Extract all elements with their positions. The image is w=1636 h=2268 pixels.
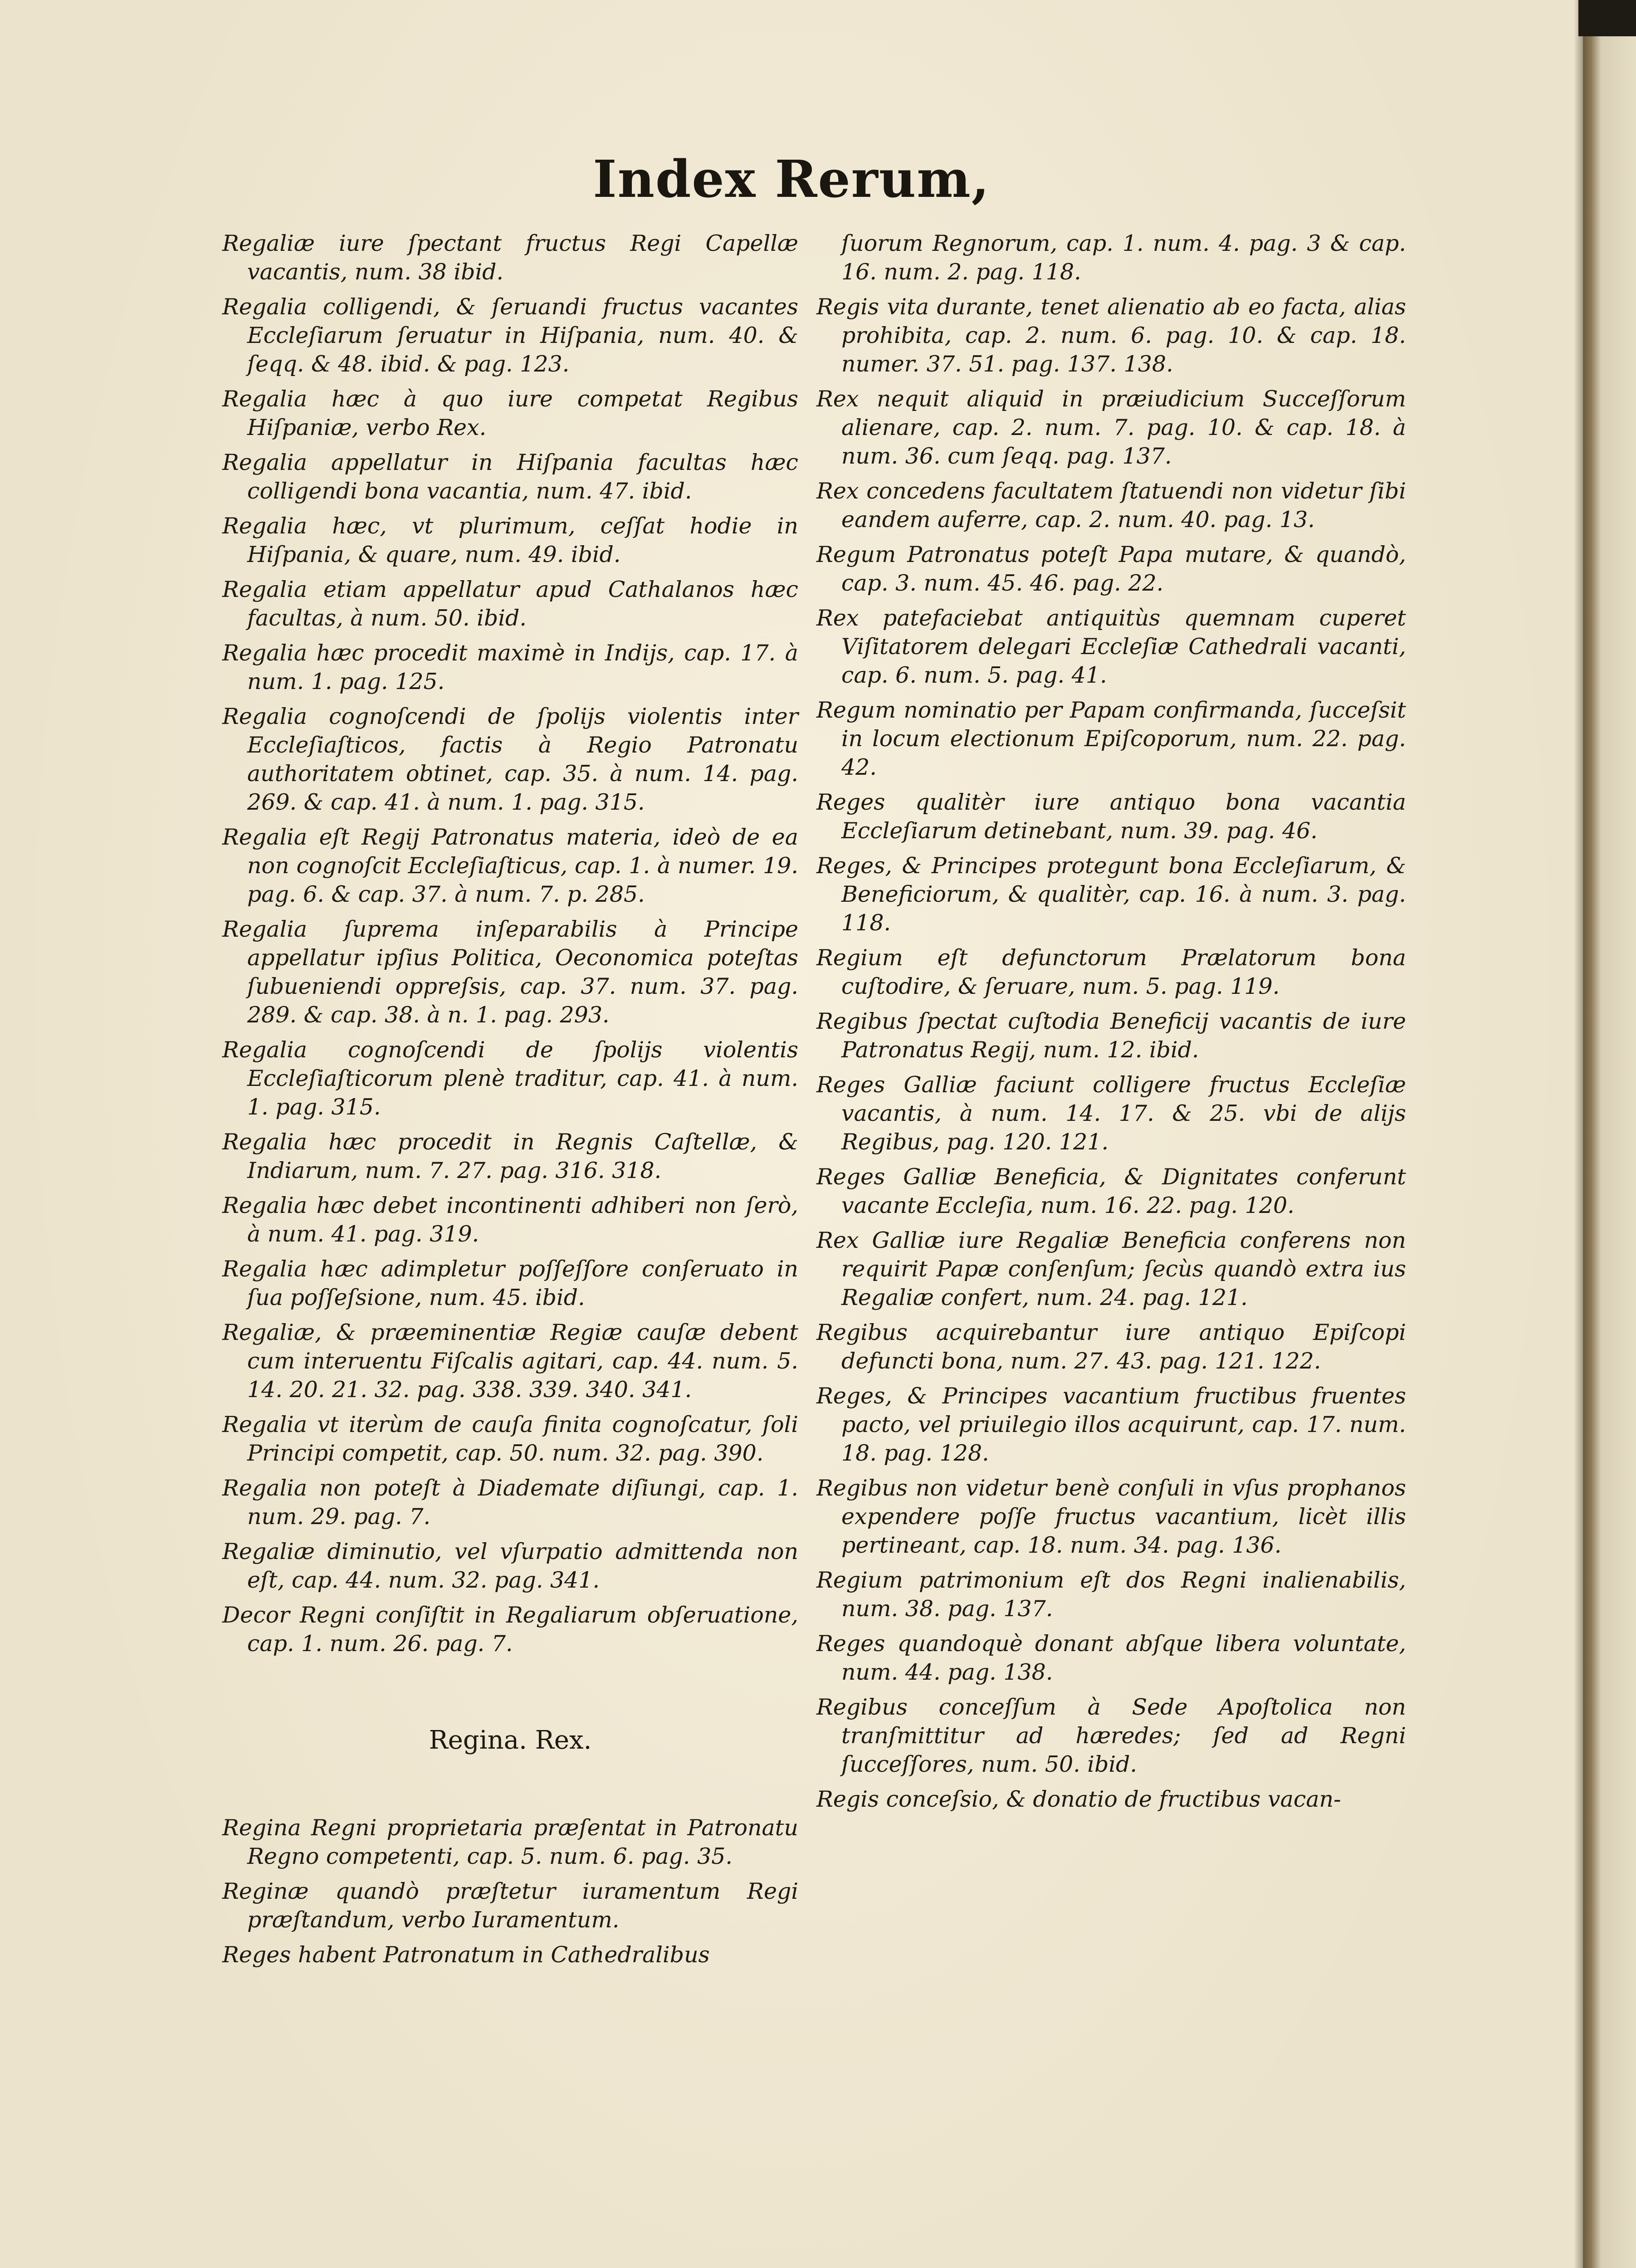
index-entry: Regalia etiam appellatur apud Cathalanos hæc facultas, à num. 50. ibid. (222, 577, 798, 631)
index-entry: Regalia non poteſt à Diademate diſiungi, cap. 1. num. 29. pag. 7. (222, 1475, 798, 1530)
index-entry: Regibus non videtur benè conſuli in vſus prophanos expendere poſſe fructus vacantium, licèt illis pertineant, cap. 18. num. 34. pag. 136. (816, 1475, 1406, 1558)
index-entry: Rex concedens facultatem ſtatuendi non videtur ſibi eandem auferre, cap. 2. num. 40. pag. 13. (816, 478, 1406, 533)
index-entry: Regibus ſpectat cuſtodia Beneficij vacantis de iure Patronatus Regij, num. 12. ibid. (816, 1008, 1406, 1063)
page-edge (1583, 0, 1636, 2268)
index-entry: Regalia appellatur in Hiſpania facultas hæc colligendi bona vacantia, num. 47. ibid. (222, 450, 798, 504)
index-entry: Regalia hæc debet incontinenti adhiberi non ſerò, à num. 41. pag. 319. (222, 1193, 798, 1247)
index-entry: Reges, & Principes vacantium fructibus fruentes pacto, vel priuilegio illos acquirunt, cap. 17. num. 18. pag. 128. (816, 1383, 1406, 1466)
index-entry: Regibus acquirebantur iure antiquo Epiſcopi defuncti bona, num. 27. 43. pag. 121. 122. (816, 1320, 1406, 1374)
index-entry: Regalia hæc, vt plurimum, ceſſat hodie in Hiſpania, & quare, num. 49. ibid. (222, 513, 798, 567)
index-entry: Reginæ quandò præſtetur iuramentum Regi præſtandum, verbo Iuramentum. (222, 1878, 798, 1933)
index-entry: Regalia vt iterùm de cauſa finita cognoſcatur, ſoli Principi competit, cap. 50. num. 32. pag. 390. (222, 1412, 798, 1466)
index-entry: Reges quandoquè donant abſque libera voluntate, num. 44. pag. 138. (816, 1631, 1406, 1685)
index-entry: Regaliæ, & præeminentiæ Regiæ cauſæ debent cum interuentu Fiſcalis agitari, cap. 44. num. 5. 14. 20. 21. 32. pag. 338. 339. 340. 341. (222, 1320, 798, 1403)
left-column (222, 229, 798, 1975)
index-entry: Regalia colligendi, & ſeruandi fructus vacantes Eccleſiarum ſeruatur in Hiſpania, num. 40. & ſeqq. & 48. ibid. & pag. 123. (222, 294, 798, 377)
index-entry: Decor Regni conſiſtit in Regaliarum obſeruatione, cap. 1. num. 26. pag. 7. (222, 1602, 798, 1657)
index-entry: Reges Galliæ Beneficia, & Dignitates conferunt vacante Eccleſia, num. 16. 22. pag. 120. (816, 1164, 1406, 1218)
index-entry: Regaliæ diminutio, vel vſurpatio admittenda non eſt, cap. 44. num. 32. pag. 341. (222, 1539, 798, 1593)
index-entry: Regium patrimonium eſt dos Regni inalienabilis, num. 38. pag. 137. (816, 1567, 1406, 1622)
index-entry: Regina Regni proprietaria præſentat in Patronatu Regno competenti, cap. 5. num. 6. pag. 35. (222, 1815, 798, 1869)
index-entry: Regibus conceſſum à Sede Apoſtolica non tranſmittitur ad hæredes; ſed ad Regni ſucceſſores, num. 50. ibid. (816, 1694, 1406, 1777)
corner-shadow (1578, 0, 1636, 36)
index-entry: Regis conceſsio, & donatio de fructibus vacan- (816, 1786, 1341, 1812)
index-entry: ſuorum Regnorum, cap. 1. num. 4. pag. 3 & cap. 16. num. 2. pag. 118. (841, 230, 1406, 285)
index-entry: Reges qualitèr iure antiquo bona vacantia Eccleſiarum detinebant, num. 39. pag. 46. (816, 789, 1406, 844)
index-entry: Regum nominatio per Papam confirmanda, ſucceſsit in locum electionum Epiſcoporum, num. 22. pag. 42. (816, 697, 1406, 780)
index-entry: Regium eſt defunctorum Prælatorum bona cuſtodire, & ſeruare, num. 5. pag. 119. (816, 945, 1406, 999)
index-entry: Regalia hæc procedit maximè in Indijs, cap. 17. à num. 1. pag. 125. (222, 640, 798, 694)
index-entry: Regaliæ iure ſpectant fructus Regi Capellæ vacantis, num. 38 ibid. (222, 230, 798, 285)
index-entry: Regum Patronatus poteſt Papa mutare, & quandò, cap. 3. num. 45. 46. pag. 22. (816, 542, 1406, 596)
index-entry: Regalia hæc à quo iure competat Regibus Hiſpaniæ, verbo Rex. (222, 386, 798, 440)
index-entry: Rex patefaciebat antiquitùs quemnam cuperet Viſitatorem delegari Eccleſiæ Cathedrali vacanti, cap. 6. num. 5. pag. 41. (816, 605, 1406, 688)
index-entry: Reges Galliæ faciunt colligere fructus Eccleſiæ vacantis, à num. 14. 17. & 25. vbi de alijs Regibus, pag. 120. 121. (816, 1072, 1406, 1155)
page-title: Index Rerum, (593, 150, 990, 209)
index-entry: Reges, & Principes protegunt bona Eccleſiarum, & Beneficiorum, & qualitèr, cap. 16. à num. 3. pag. 118. (816, 853, 1406, 936)
left-entries (222, 229, 798, 1658)
index-entry: Rex nequit aliquid in præiudicium Succeſſorum alienare, cap. 2. num. 7. pag. 10. & cap. 18. à num. 36. cum ſeqq. pag. 137. (816, 386, 1406, 469)
right-entries (816, 229, 1406, 1813)
index-entry: Regalia eſt Regij Patronatus materia, ideò de ea non cognoſcit Eccleſiaſticus, cap. 1. à numer. 19. pag. 6. & cap. 37. à num. 7. p. 285. (222, 824, 798, 907)
index-entry: Regalia ſuprema inſeparabilis à Principe appellatur ipſius Politica, Oeconomica poteſtas ſubueniendi oppreſsis, cap. 37. num. 37. pag. 289. & cap. 38. à n. 1. pag. 293. (222, 916, 798, 1028)
index-entry: Regalia hæc procedit in Regnis Caſtellæ, & Indiarum, num. 7. 27. pag. 316. 318. (222, 1129, 798, 1183)
index-entry: Reges habent Patronatum in Cathedralibus (222, 1942, 710, 1968)
index-entry: Regis vita durante, tenet alienatio ab eo facta, alias prohibita, cap. 2. num. 6. pag. 10. & cap. 18. numer. 37. 51. pag. 137. 138. (816, 294, 1406, 377)
left-entries-after (222, 1813, 798, 1969)
index-entry: Regalia cognoſcendi de ſpolijs violentis inter Eccleſiaſticos, factis à Regio Patronatu authoritatem obtinet, cap. 35. à num. 14. pag. 269. & cap. 41. à num. 1. pag. 315. (222, 704, 798, 815)
index-entry: Regalia hæc adimpletur poſſeſſore conſeruato in ſua poſſeſsione, num. 45. ibid. (222, 1256, 798, 1310)
index-entry: Regalia cognoſcendi de ſpolijs violentis Eccleſiaſticorum plenè traditur, cap. 41. à num. 1. pag. 315. (222, 1037, 798, 1120)
index-entry: Rex Galliæ iure Regaliæ Beneficia conferens non requirit Papæ conſenſum; ſecùs quandò extra ius Regaliæ confert, num. 24. pag. 121. (816, 1227, 1406, 1310)
section-heading: Regina. Rex. (429, 1725, 592, 1755)
right-column (816, 229, 1406, 1820)
